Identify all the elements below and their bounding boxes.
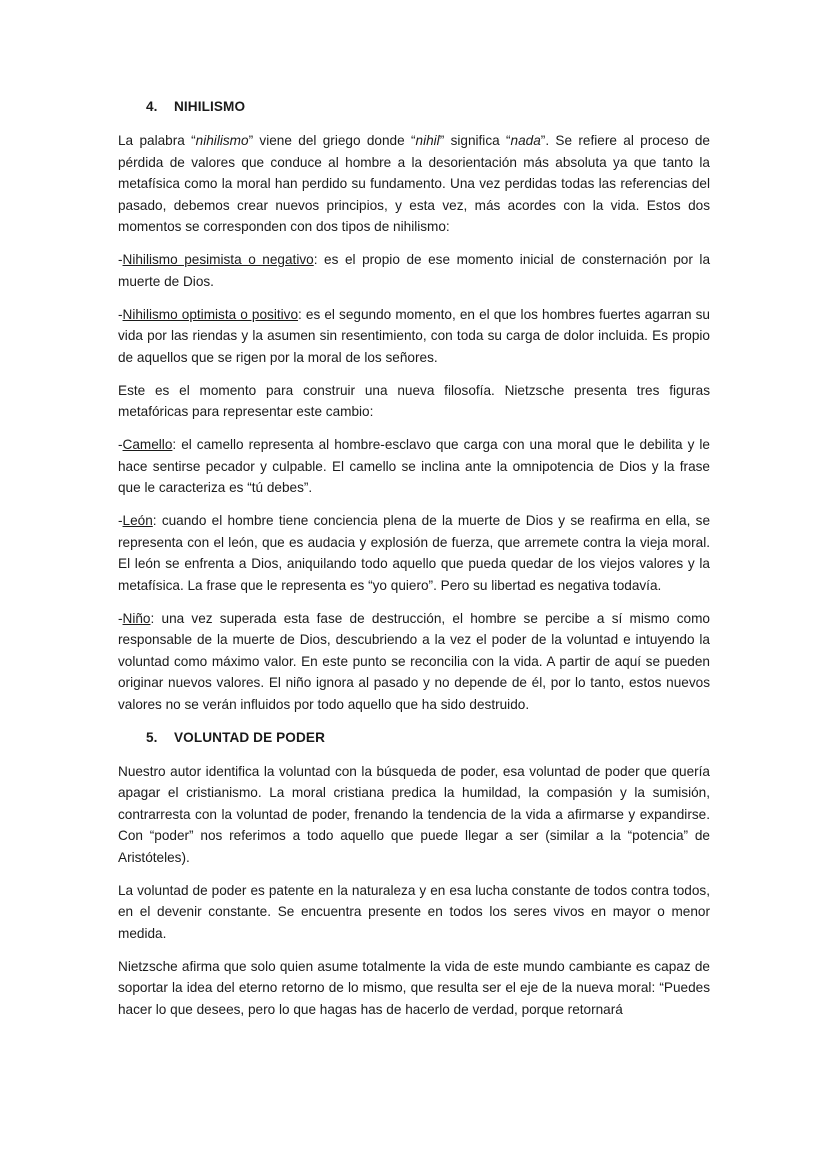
voluntad-paragraph-3: Nietzsche afirma que solo quien asume totalmente la vida de este mundo cambiante es capaz de soportar la idea del eterno retorno de lo mismo, que resulta ser el eje de la nueva moral: “Puedes hacer lo que desees, pero lo que hagas has de hacerlo de verdad, porque retornará (118, 958, 710, 1017)
intro-term-nihilismo: nihilismo (195, 133, 249, 148)
list-dash: - (118, 437, 123, 452)
section-5-number: 5. (146, 729, 158, 745)
intro-text-4: ”. Se refiere al proceso de pérdida de valores que conduce al hombre a la desorientación más absoluta ya que tanto la metafísica como la moral han perdido su fundamento. Una vez perdidas todas las referencias del pasado, debemos crear nuevos principios, y esta vez, más acordes con la vida. Estos dos momentos se corresponden con dos tipos de nihilismo: (118, 133, 710, 234)
list-dash: - (118, 513, 123, 528)
document-body (118, 96, 710, 1032)
leon-paragraph (118, 510, 710, 596)
term-leon: León (122, 513, 153, 528)
list-dash: - (118, 610, 123, 626)
term-nihilismo-optimista: Nihilismo optimista o positivo (122, 306, 299, 322)
term-nino: Niño (122, 610, 151, 626)
nino-text: : una vez superada esta fase de destrucción, el hombre se percibe a sí mismo como responsable de la muerte de Dios, descubriendo a la vez el poder de la voluntad e intuyendo la voluntad como máximo valor. En este punto se reconcilia con la vida. A partir de aquí se pueden originar nuevos valores. El niño ignora al pasado y no depende de él, por lo tanto, estos nuevos valores no se verán influidos por todo aquello que ha sido destruido. (118, 610, 710, 712)
intro-term-nada: nada (510, 133, 541, 148)
camello-paragraph (118, 434, 710, 499)
intro-term-nihil: nihil (415, 133, 440, 148)
term-nihilismo-pesimista: Nihilismo pesimista o negativo (122, 252, 314, 267)
transition-paragraph: Este es el momento para construir una nueva filosofía. Nietzsche presenta tres figuras metafóricas para representar este cambio: (118, 382, 710, 419)
optimista-text: : es el segundo momento, en el que los hombres fuertes agarran su vida por las riendas y la asumen sin resentimiento, con toda su carga de dolor incluida. Es propio de aquellos que se rigen por la moral de los señores. (118, 306, 710, 365)
pesimista-text: : es el propio de ese momento inicial de consternación por la muerte de Dios. (118, 252, 711, 289)
section-4-number: 4. (146, 99, 158, 114)
nihilismo-pesimista-paragraph (118, 249, 710, 292)
section-4-title: NIHILISMO (174, 99, 246, 114)
nihilismo-intro-paragraph (118, 130, 710, 238)
section-4-heading (118, 96, 710, 118)
voluntad-paragraph-2: La voluntad de poder es patente en la naturaleza y en esa lucha constante de todos contra todos, en el devenir constante. Se encuentra presente en todos los seres vivos en mayor o menor medida. (118, 882, 710, 941)
intro-text-2: ” viene del griego donde “ (248, 133, 416, 148)
nino-paragraph (118, 608, 710, 716)
list-dash: - (118, 306, 123, 322)
list-dash: - (118, 252, 123, 267)
intro-text-3: ” significa “ (439, 133, 511, 148)
voluntad-paragraph-1: Nuestro autor identifica la voluntad con la búsqueda de poder, esa voluntad de poder que quería apagar el cristianismo. La moral cristiana predica la humildad, la compasión y la sumisión, contrarresta con la voluntad de poder, frenando la tendencia de la vida a afirmarse y expandirse. Con “poder” nos referimos a todo aquello que puede llegar a ser (similar a la “potencia” de Aristóteles). (118, 763, 710, 865)
camello-text: : el camello representa al hombre-esclavo que carga con una moral que le debilita y le hace sentirse pecador y culpable. El camello se inclina ante la omnipotencia de Dios y la frase que le caracteriza es “tú debes”. (118, 437, 710, 495)
term-camello: Camello (122, 437, 173, 452)
intro-text-1: La palabra “ (118, 133, 196, 148)
nihilismo-optimista-paragraph (118, 304, 710, 369)
leon-text: : cuando el hombre tiene conciencia plena de la muerte de Dios y se reafirma en ella, se representa con el león, que es audacia y explosión de fuerza, que arremete contra la vieja moral. El león se enfrenta a Dios, aniquilando todo aquello que pueda quedar de los viejos valores y la metafísica. La frase que le representa es “yo quiero”. Pero su libertad es negativa todavía. (118, 513, 710, 593)
section-5-heading (118, 727, 710, 749)
section-5-title: VOLUNTAD DE PODER (174, 729, 325, 745)
